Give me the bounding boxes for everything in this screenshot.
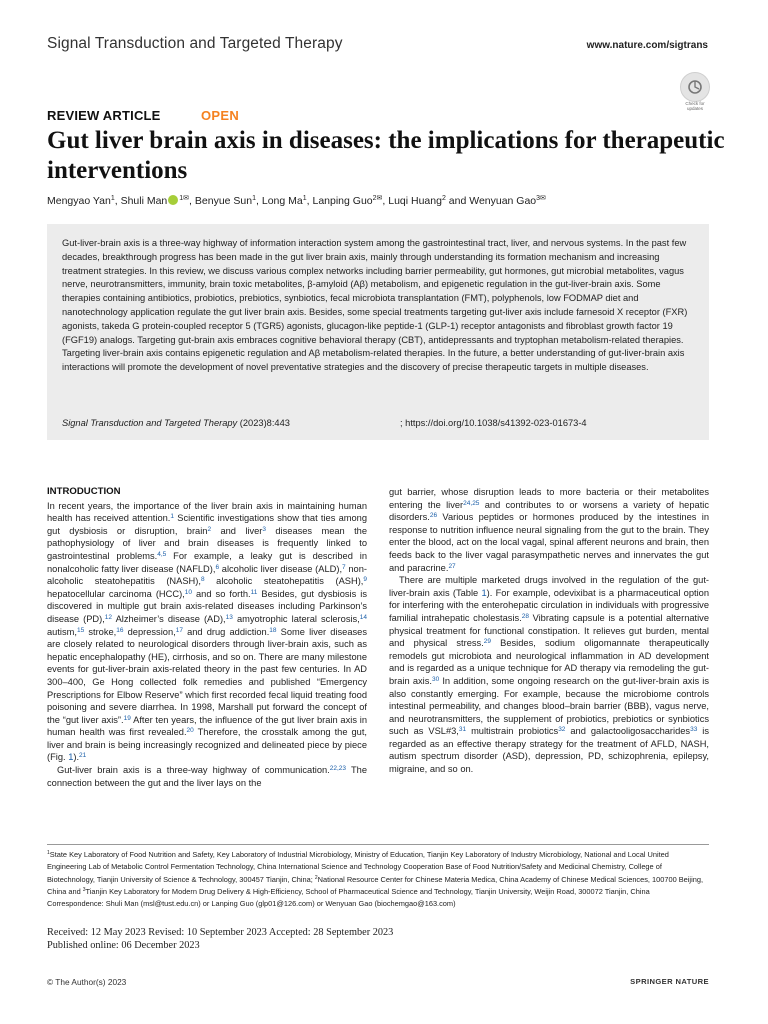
- correspondence: Correspondence: Shuli Man (msl@tust.edu.cn) or Lanping Guo (glp01@126.com) or Wenyuan Gao (biochemgao@163.com): [47, 899, 456, 909]
- body-column-right: [389, 486, 709, 776]
- author-affiliation-marker: 2✉: [372, 195, 383, 202]
- article-title: Gut liver brain axis in diseases: the implications for therapeutic interventions: [47, 127, 725, 184]
- check-for-updates-badge[interactable]: [680, 72, 710, 102]
- doi-link[interactable]: ; https://doi.org/10.1038/s41392-023-01673-4: [400, 418, 587, 428]
- intro-paragraph-3: gut barrier, whose disruption leads to more bacteria or their metabolites entering the liver$^{24,25}$ and contributes to or worsens a variety of hepatic disorders.$^{26}$ Various peptides or hormones produced by the intestines in response to nutrition influence neural signaling from the gut to the brain. They enter the blood, act on the local vagal, spinal afferent neurons and brain, then feeds back to the liver vagal parasympathetic nerves and innervates the gut and paracrine.$^{27}$: [389, 487, 709, 573]
- journal-name: Signal Transduction and Targeted Therapy: [47, 35, 343, 52]
- author-name[interactable]: Benyue Sun: [194, 195, 253, 207]
- author-affiliation-marker: 1: [110, 195, 115, 202]
- orcid-icon[interactable]: [168, 195, 178, 205]
- author-affiliation-marker: 1✉: [179, 195, 190, 202]
- body-column-left: [47, 486, 367, 789]
- publisher-logo: SPRINGER NATURE: [630, 977, 709, 986]
- footnote-divider: [47, 844, 709, 845]
- author-affiliation-marker: 1: [252, 195, 257, 202]
- author-name[interactable]: Shuli Man: [120, 195, 168, 207]
- citation-journal: Signal Transduction and Targeted Therapy: [62, 418, 238, 428]
- intro-paragraph-2: Gut-liver brain axis is a three-way highway of communication.$^{22,23}$ The connection between the gut and the liver lays on the: [47, 765, 367, 788]
- received-revised-accepted: Received: 12 May 2023 Revised: 10 September 2023 Accepted: 28 September 2023: [47, 927, 394, 938]
- author-name[interactable]: Lanping Guo: [312, 195, 373, 207]
- intro-paragraph-4: There are multiple marketed drugs involved in the regulation of the gut-liver-brain axis (Table 1). For example, odevixibat is a pharmaceutical option for interfering with the enterohepatic circulation in individuals with progressive familial intrahepatic cholestasis.$^{28}$ Vibrating capsule is a potential alternative physical treatment for functional constipation. It relieves gut burden, mental and physical stress.$^{29}$ Besides, sodium oligomannate therapeutically remodels gut microbiota and neurological inflammation in AD development and is regarded as a unique technique for AD therapy via remodeling the gut-brain axis.$^{30}$ In addition, some ongoing research on the gut-liver-brain axis is also constantly emerging. For example, because the microbiome controls intestinal permeability, and changes blood–brain barrier (BBB), vagus nerve, and neurotransmitters, the supplement of probiotics, prebiotics or synbiotics such as VSL#3,31 multistrain probiotics$^{32}$ and galactooligosaccharides$^{33}$ is regarded as an effective therapy strategy for the treatment of AFLD, NASH, autism spectrum disorder (ASD), depression, PD, schizophrenia, epilepsy, migraine, and so on.: [389, 575, 710, 775]
- author-affiliation-marker: 2: [441, 195, 446, 202]
- bookmark-refresh-icon: [687, 79, 703, 95]
- published-date: Published online: 06 December 2023: [47, 939, 200, 951]
- citation: [62, 418, 290, 428]
- affiliations: [47, 849, 709, 910]
- author-name[interactable]: Wenyuan Gao: [469, 195, 537, 207]
- open-access-label: OPEN: [201, 108, 240, 123]
- intro-paragraph-1: In recent years, the importance of the liver brain axis in maintaining human health has received attention.$^1$ Scientific investigations show that ties among gut dysbiosis or disruption, brain$^2$ and liver$^3$ diseases mean the pathophysiology of liver and brain diseases is frequently linked to gastrointestinal problems.$^{4,5}$ For example, a leaky gut is described in nonalcoholic fatty liver disease (NAFLD),$^6$ alcoholic liver disease (ALD),$^7$ non-alcoholic steatohepatitis (NASH),$^8$ alcoholic steatohepatitis (ASH),$^9$ hepatocellular carcinoma (HCC),$^{10}$ and so forth.$^{11}$ Besides, gut dysbiosis is discovered in multiple gut brain axis-related diseases including Parkinson’s disease (PD),$^{12}$ Alzheimer’s disease (AD),$^{13}$ amyotrophic lateral sclerosis,$^{14}$ autism,$^{15}$ stroke,$^{16}$ depression,$^{17}$ and drug addiction.$^{18}$ Some liver diseases are closely related to neurological disorders through liver-brain axis, such as hepatic encephalopathy (HE), cirrhosis, and so on. There are many milestone events for gut-liver-brain axis-related theory in the past few centuries. In AD 300–400, Ge Hong collected folk remedies and published “Emergency Prescriptions for Elbow Reserve” which first recorded fecal liquid treating food poisoning and severe diarrhea. In 1998, Marshall put forward the concept of the “gut liver axis”.$^{19}$ After ten years, the influence of the gut liver brain axis in human health was first revealed.$^{20}$ Therefore, the crosstalk among the gut, liver and brain is being increasingly recognized and delineated piece by piece (Fig. 1).$^{21}$: [47, 500, 368, 763]
- journal-url-link[interactable]: www.nature.com/sigtrans: [586, 40, 708, 51]
- affiliation-text: $^1$State Key Laboratory of Food Nutrition and Safety, Key Laboratory of Industrial Microbiology, Ministry of Education, Tianjin Key Laboratory of Industry Microbiology, National and Local United Engineering Lab of Metabolic Control Fermentation Technology, China International Science and Technology Cooperation Base of Food Nutrition/Safety and Medicinal Chemistry, College of Biotechnology, Tianjin University of Science & Technology, 300457 Tianjin, China; $^2$National Resource Center for Chinese Materia Medica, China Academy of Chinese Medical Sciences, 100700 Beijing, China and $^3$Tianjin Key Laboratory for Modern Drug Delivery & High-Efficiency, School of Pharmaceutical Science and Technology, Tianjin University, Weijin Road, 300072 Tianjin, China: [47, 850, 703, 896]
- author-name[interactable]: Long Ma: [261, 195, 303, 207]
- article-dates: [47, 927, 393, 952]
- citation-volume: (2023)8:443: [237, 418, 290, 428]
- author-affiliation-marker: 3✉: [536, 195, 546, 202]
- abstract-text: Gut-liver-brain axis is a three-way highway of information interaction system among the gastrointestinal tract, liver, and nervous systems. In the past few decades, breakthrough progress has been made in the gut liver brain axis, mainly through understanding its formation mechanism and increasing treatment strategies. In this review, we discuss various complex networks including barrier permeability, gut hormones, gut microbial metabolites, vagus nerve, neurotransmitters, immunity, brain toxic metabolites, β-amyloid (Aβ) metabolism, and epigenetic regulation in the gut-liver-brain axis. Some therapies containing antibiotics, probiotics, prebiotics, synbiotics, fecal microbiota transplantation (FMT), polyphenols, low FODMAP diet and nanotechnology application regulate the gut liver brain axis. Besides, some special treatments targeting gut-liver axis include farnesoid X receptor (FXR) agonists, takeda G protein-coupled receptor 5 (TGR5) agonists, glucagon-like peptide-1 (GLP-1) receptor antagonists and fibroblast growth factor 19 (FGF19) analogs. Targeting gut-brain axis embraces cognitive behavioral therapy (CBT), antidepressants and tryptophan metabolism-related therapies. Targeting liver-brain axis contains epigenetic regulation and Aβ metabolism-related therapies. In the future, a better understanding of gut-liver-brain axis interactions will promote the development of novel preventative strategies and the discovery of precise therapeutic targets in multiple diseases.: [62, 238, 688, 373]
- check-for-updates-label: Check for updates: [685, 101, 705, 111]
- copyright: © The Author(s) 2023: [47, 977, 127, 987]
- author-list: Mengyao Yan$^1$, Shuli Man $^{1✉}$, Benyue Sun$^1$, Long Ma$^1$, Lanping Guo$^{2✉}$, Luqi Huang$^2$ and Wenyuan Gao$^{3✉}$: [47, 195, 546, 207]
- article-type: REVIEW ARTICLE: [47, 108, 161, 123]
- author-name[interactable]: Mengyao Yan: [47, 195, 111, 207]
- author-affiliation-marker: 1: [302, 195, 307, 202]
- author-name[interactable]: Luqi Huang: [388, 195, 442, 207]
- section-heading: INTRODUCTION: [47, 486, 121, 497]
